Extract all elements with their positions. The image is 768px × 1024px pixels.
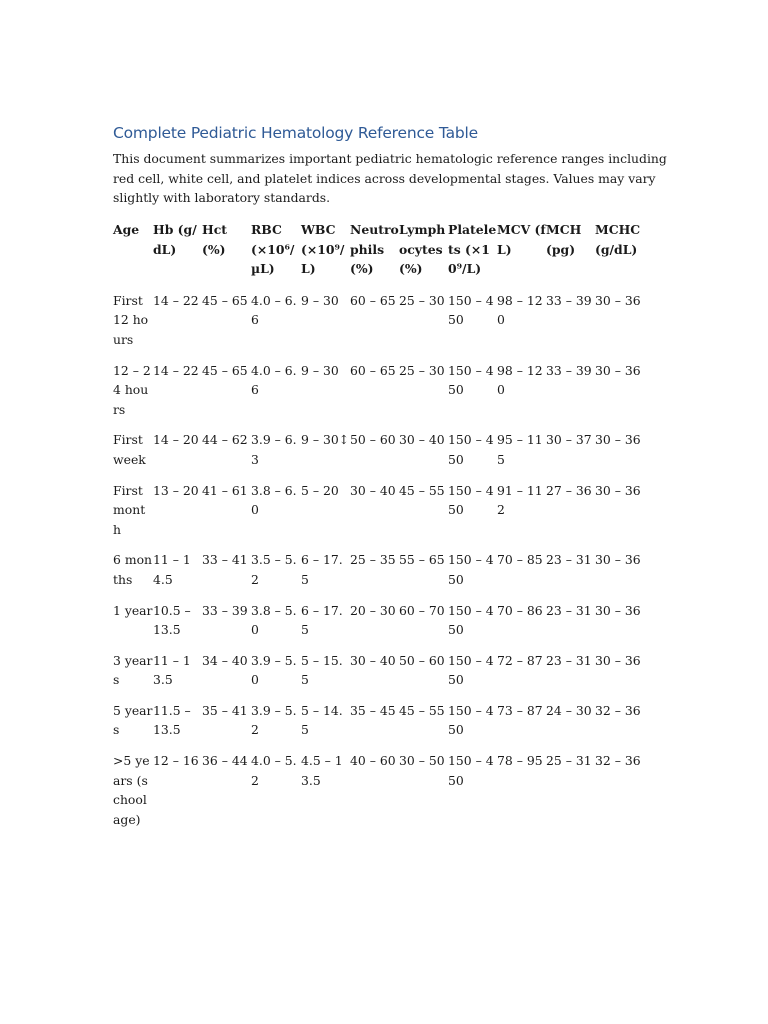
cell-hb: 14 – 22 — [153, 362, 199, 378]
cell-neutrophils: 25 – 35 — [350, 552, 396, 568]
cell-mchc: 30 – 36 — [595, 652, 641, 668]
header-mcv: MCV (fL) — [497, 222, 546, 257]
cell-neutrophils: 60 – 65 — [350, 292, 396, 308]
cell-mch: 27 – 36 — [546, 482, 592, 498]
header-platelets: Platelets (×10⁹/L) — [448, 222, 497, 277]
cell-hct: 33 – 39 — [202, 602, 248, 618]
cell-lymphocytes: 45 – 55 — [399, 702, 445, 718]
table-row — [113, 550, 645, 600]
cell-age: >5 years (school age) — [113, 753, 150, 827]
cell-hb: 11 – 14.5 — [153, 552, 191, 587]
cell-mchc: 32 – 36 — [595, 753, 641, 769]
cell-mchc: 30 – 36 — [595, 482, 641, 498]
cell-wbc: 4.5 – 13.5 — [301, 753, 343, 788]
table-row — [113, 481, 645, 551]
cell-wbc: 9 – 30 — [301, 362, 339, 378]
document-title: Complete Pediatric Hematology Reference Table — [113, 124, 478, 142]
table-row — [113, 701, 645, 751]
cell-mch: 33 – 39 — [546, 362, 592, 378]
cell-hb: 11 – 13.5 — [153, 652, 191, 688]
cell-mcv: 70 – 85 — [497, 552, 543, 568]
cell-neutrophils: 50 – 60 — [350, 432, 396, 448]
table-body — [113, 291, 645, 841]
cell-hb: 13 – 20 — [153, 482, 199, 498]
cell-rbc: 4.0 – 6.6 — [251, 292, 297, 328]
cell-wbc: 9 – 30 — [301, 292, 339, 308]
cell-mcv: 98 – 120 — [497, 362, 543, 398]
cell-age: First month — [113, 482, 146, 537]
cell-neutrophils: 20 – 30 — [350, 602, 396, 618]
header-mch: MCH (pg) — [546, 222, 582, 257]
cell-mch: 23 – 31 — [546, 652, 592, 668]
cell-neutrophils: 40 – 60 — [350, 753, 396, 769]
cell-mchc: 30 – 36 — [595, 552, 641, 568]
cell-platelets: 150 – 450 — [448, 482, 494, 518]
cell-mch: 24 – 30 — [546, 702, 592, 718]
cell-mchc: 30 – 36 — [595, 292, 641, 308]
cell-platelets: 150 – 450 — [448, 652, 494, 688]
cell-age: 6 months — [113, 552, 153, 587]
cell-wbc: 5 – 15.5 — [301, 652, 343, 688]
cell-wbc: 6 – 17.5 — [301, 602, 343, 638]
cell-lymphocytes: 45 – 55 — [399, 482, 445, 498]
cell-mcv: 73 – 87 — [497, 702, 543, 718]
table-row — [113, 291, 645, 361]
cell-mch: 25 – 31 — [546, 753, 592, 769]
cell-hb: 12 – 16 — [153, 753, 199, 769]
header-hct: Hct (%) — [202, 222, 227, 257]
cell-mcv: 91 – 112 — [497, 482, 543, 518]
table-row — [113, 751, 645, 840]
cell-hb: 10.5 – 13.5 — [153, 602, 191, 638]
cell-age: First week — [113, 432, 146, 467]
cell-platelets: 150 – 450 — [448, 753, 494, 788]
cell-rbc: 4.0 – 6.6 — [251, 362, 297, 398]
cell-lymphocytes: 60 – 70 — [399, 602, 445, 618]
cell-mch: 33 – 39 — [546, 292, 592, 308]
cell-neutrophils: 35 – 45 — [350, 702, 396, 718]
cell-hct: 41 – 61 — [202, 482, 248, 498]
cell-neutrophils: 30 – 40 — [350, 652, 396, 668]
cell-rbc: 3.9 – 6.3 — [251, 432, 297, 467]
cell-rbc: 3.8 – 6.0 — [251, 482, 297, 518]
cell-hct: 33 – 41 — [202, 552, 248, 568]
cell-platelets: 150 – 450 — [448, 362, 494, 398]
cell-lymphocytes: 30 – 40 — [399, 432, 445, 448]
cell-mchc: 30 – 36 — [595, 432, 641, 448]
cell-hct: 36 – 44 — [202, 753, 248, 769]
cell-age: 12 – 24 hours — [113, 362, 151, 417]
cell-hct: 44 – 62 — [202, 432, 248, 448]
cell-hb: 11.5 – 13.5 — [153, 702, 191, 738]
cell-hct: 35 – 41 — [202, 702, 248, 718]
table-row — [113, 361, 645, 431]
intro-paragraph: This document summarizes important pediatric hematologic reference ranges including red cell, white cell, and platelet indices across developmental stages. Values may vary slightly with laboratory standards. — [113, 151, 667, 205]
cell-hb: 14 – 20 — [153, 432, 199, 448]
cell-mcv: 98 – 120 — [497, 292, 543, 328]
cell-lymphocytes: 25 – 30 — [399, 362, 445, 378]
cell-hct: 45 – 65 — [202, 292, 248, 308]
cell-wbc: 5 – 20 — [301, 482, 339, 498]
cell-platelets: 150 – 450 — [448, 702, 494, 738]
cell-neutrophils: 60 – 65 — [350, 362, 396, 378]
cell-mcv: 72 – 87 — [497, 652, 543, 668]
cell-rbc: 3.8 – 5.0 — [251, 602, 297, 638]
header-rbc: RBC (×10⁶/µL) — [251, 222, 295, 277]
cell-mcv: 95 – 115 — [497, 432, 543, 467]
table-row — [113, 601, 645, 651]
cell-mchc: 30 – 36 — [595, 362, 641, 378]
cell-hb: 14 – 22 — [153, 292, 199, 308]
cell-lymphocytes: 30 – 50 — [399, 753, 445, 769]
cell-age: 5 years — [113, 702, 153, 738]
table-header-row — [113, 220, 645, 291]
cell-rbc: 3.9 – 5.2 — [251, 702, 297, 738]
cell-mch: 23 – 31 — [546, 552, 592, 568]
cell-mch: 30 – 37 — [546, 432, 592, 448]
cell-mchc: 30 – 36 — [595, 602, 641, 618]
cell-mchc: 32 – 36 — [595, 702, 641, 718]
header-neutrophils: Neutrophils (%) — [350, 222, 399, 277]
cell-mcv: 78 – 95 — [497, 753, 543, 769]
cell-mch: 23 – 31 — [546, 602, 592, 618]
cell-wbc: 9 – 30↕ — [301, 432, 350, 448]
cell-rbc: 3.5 – 5.2 — [251, 552, 297, 587]
cell-age: 1 year — [113, 602, 153, 618]
cell-wbc: 6 – 17.5 — [301, 552, 343, 587]
cell-platelets: 150 – 450 — [448, 552, 494, 587]
cell-rbc: 3.9 – 5.0 — [251, 652, 297, 688]
table-row — [113, 651, 645, 701]
header-hb: Hb (g/dL) — [153, 222, 197, 257]
hematology-reference-table — [113, 220, 645, 840]
cell-rbc: 4.0 – 5.2 — [251, 753, 297, 788]
table-row — [113, 430, 645, 480]
cell-age: First 12 hours — [113, 292, 149, 347]
cell-hct: 45 – 65 — [202, 362, 248, 378]
cell-mcv: 70 – 86 — [497, 602, 543, 618]
cell-lymphocytes: 55 – 65 — [399, 552, 445, 568]
cell-platelets: 150 – 450 — [448, 432, 494, 467]
cell-neutrophils: 30 – 40 — [350, 482, 396, 498]
cell-platelets: 150 – 450 — [448, 602, 494, 638]
header-mchc: MCHC (g/dL) — [595, 222, 641, 257]
header-wbc: WBC (×10⁹/L) — [301, 222, 345, 277]
header-lymphocytes: Lymphocytes (%) — [399, 222, 446, 277]
cell-lymphocytes: 50 – 60 — [399, 652, 445, 668]
cell-hct: 34 – 40 — [202, 652, 248, 668]
cell-lymphocytes: 25 – 30 — [399, 292, 445, 308]
cell-age: 3 years — [113, 652, 153, 688]
cell-wbc: 5 – 14.5 — [301, 702, 343, 738]
header-age: Age — [113, 222, 140, 237]
cell-platelets: 150 – 450 — [448, 292, 494, 328]
